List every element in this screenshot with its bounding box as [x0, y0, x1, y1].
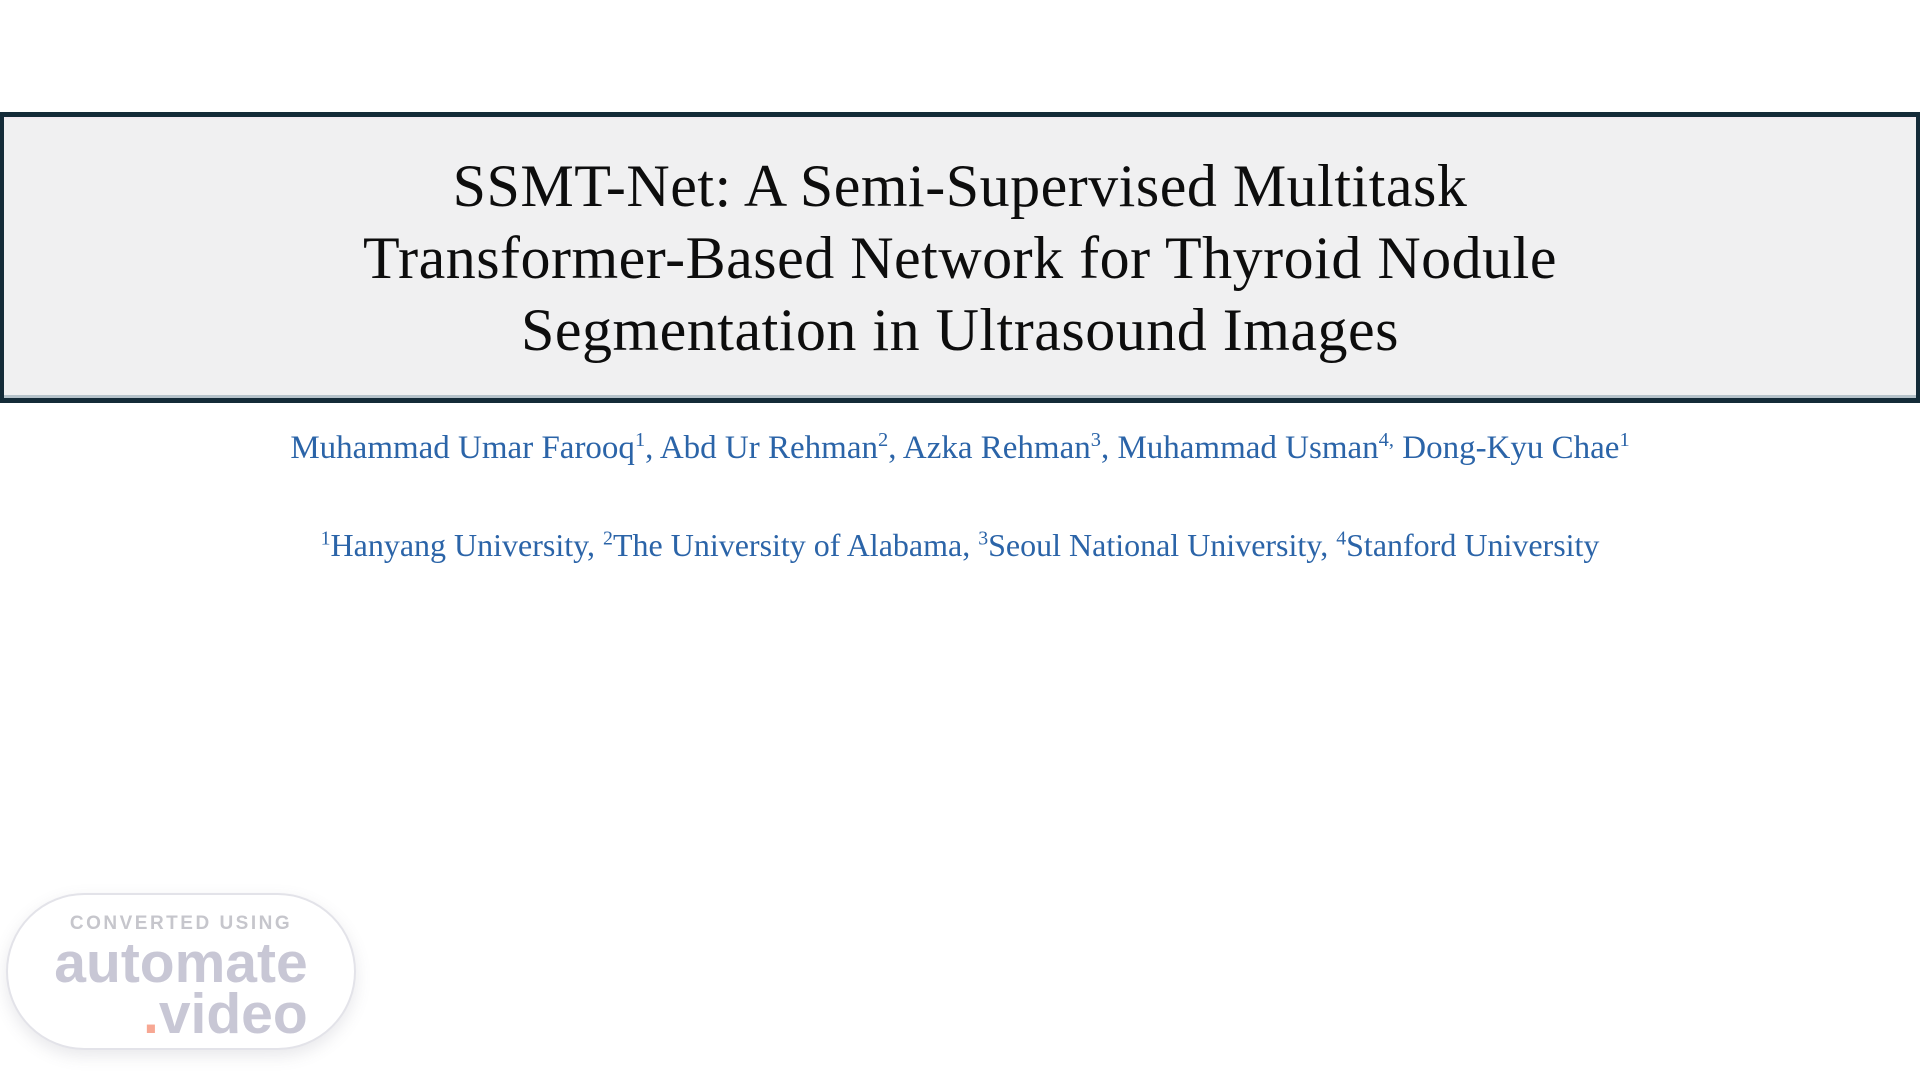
- watermark-brand-text: automate: [54, 931, 308, 995]
- title-line-1: SSMT-Net: A Semi-Supervised Multitask: [452, 152, 1468, 219]
- watermark-logo: [54, 931, 308, 1046]
- watermark-label: CONVERTED USING: [69, 913, 293, 934]
- authors-line: Muhammad Umar Farooq$^1$, Abd Ur Rehman$^2$, Azka Rehman$^3$, Muhammad Usman$^{4,}$ Dong-Kyu Chae$^1$: [290, 429, 1630, 466]
- watermark-badge: [6, 893, 356, 1050]
- title-banner: [0, 112, 1920, 403]
- title-line-2: Transformer-Based Network for Thyroid Nodule: [363, 224, 1557, 291]
- affiliations-line: $^1$Hanyang University, $^2$The University of Alabama, $^3$Seoul National University, $^4$Stanford University: [320, 527, 1600, 563]
- title-line-3: Segmentation in Ultrasound Images: [520, 296, 1399, 363]
- watermark-suffix-line: [54, 982, 308, 1046]
- watermark-dot: .: [142, 982, 159, 1046]
- watermark-suffix-text: video: [158, 982, 308, 1046]
